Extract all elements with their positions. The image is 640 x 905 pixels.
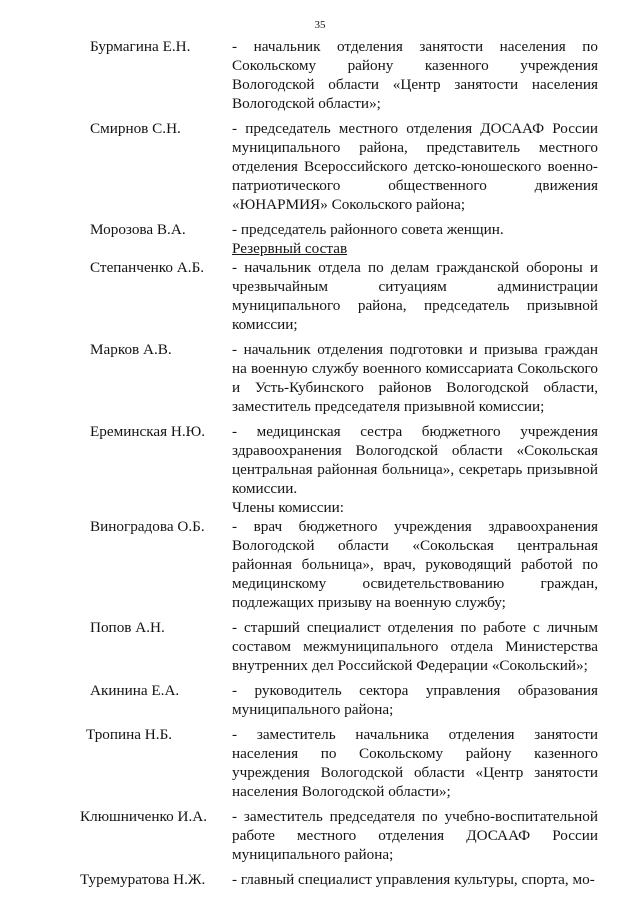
member-name: Ереминская Н.Ю.: [90, 423, 206, 440]
list-entry: [80, 870, 640, 889]
members-label: Члены комиссии:: [232, 499, 344, 516]
member-role: - руководитель сектора управления образования муниципального района;: [232, 682, 598, 718]
member-name: Клюшниченко И.А.: [80, 808, 208, 825]
member-role: - начальник отдела по делам гражданской обороны и чрезвычайным ситуациям администрации муниципального района, председатель призывной комиссии;: [232, 259, 598, 333]
member-role: - заместитель председателя по учебно-воспитательной работе местного отделения ДОСААФ России муниципального района;: [232, 808, 598, 863]
list-entry: [90, 517, 640, 612]
list-entry: [90, 37, 640, 113]
member-role: - председатель районного совета женщин.: [232, 221, 504, 238]
member-name: Виноградова О.Б.: [90, 518, 205, 535]
reserve-heading: Резервный состав: [232, 240, 348, 257]
list-entry: [90, 422, 640, 498]
commission-list: [0, 37, 640, 889]
list-entry: [90, 119, 640, 214]
list-entry: [90, 340, 640, 416]
member-name: Марков А.В.: [90, 341, 172, 358]
list-entry: [80, 807, 640, 864]
member-name: Бурмагина Е.Н.: [90, 38, 191, 55]
member-role: - заместитель начальника отделения занятости населения по Сокольскому району казенного учреждения Вологодской области «Центр занятости населения Вологодской области»;: [232, 726, 598, 800]
member-role: - старший специалист отделения по работе с личным составом межмуниципального отдела Министерства внутренних дел Российской Федерации «Сокольский»;: [232, 619, 598, 674]
member-role: - главный специалист управления культуры, спорта, мо-: [232, 871, 595, 888]
member-name: Степанченко А.Б.: [90, 259, 205, 276]
list-entry: [90, 258, 640, 334]
member-name: Морозова В.А.: [90, 221, 186, 238]
member-name: Смирнов С.Н.: [90, 120, 181, 137]
member-name: Тропина Н.Б.: [86, 726, 173, 743]
list-entry: [90, 220, 640, 239]
member-name: Попов А.Н.: [90, 619, 165, 636]
member-name: Акинина Е.А.: [90, 682, 180, 699]
member-name: Туремуратова Н.Ж.: [80, 871, 206, 888]
member-role: - начальник отделения занятости населения по Сокольскому району казенного учреждения Вологодской области «Центр занятости населения Вологодской области»;: [232, 38, 598, 112]
member-role: - медицинская сестра бюджетного учреждения здравоохранения Вологодской области «Сокольская центральная районная больница», секретарь призывной комиссии.: [232, 423, 598, 497]
list-entry: [90, 681, 640, 719]
page-number: 35: [314, 19, 326, 31]
member-role: - председатель местного отделения ДОСААФ России муниципального района, представитель местного отделения Всероссийского детско-юношеского военно-патриотического общественного движения «ЮНАРМИЯ» Сокольского района;: [232, 120, 598, 213]
member-role: - врач бюджетного учреждения здравоохранения Вологодской области «Сокольская центральная районная больница», врач, руководящий работой по медицинскому освидетельствованию граждан, подлежащих призыву на военную службу;: [232, 518, 598, 611]
list-entry: [86, 725, 640, 801]
member-role: - начальник отделения подготовки и призыва граждан на военную службу военного комиссариата Сокольского и Усть-Кубинского районов Вологодской области, заместитель председателя призывной комиссии;: [232, 341, 598, 415]
list-entry: [90, 618, 640, 675]
